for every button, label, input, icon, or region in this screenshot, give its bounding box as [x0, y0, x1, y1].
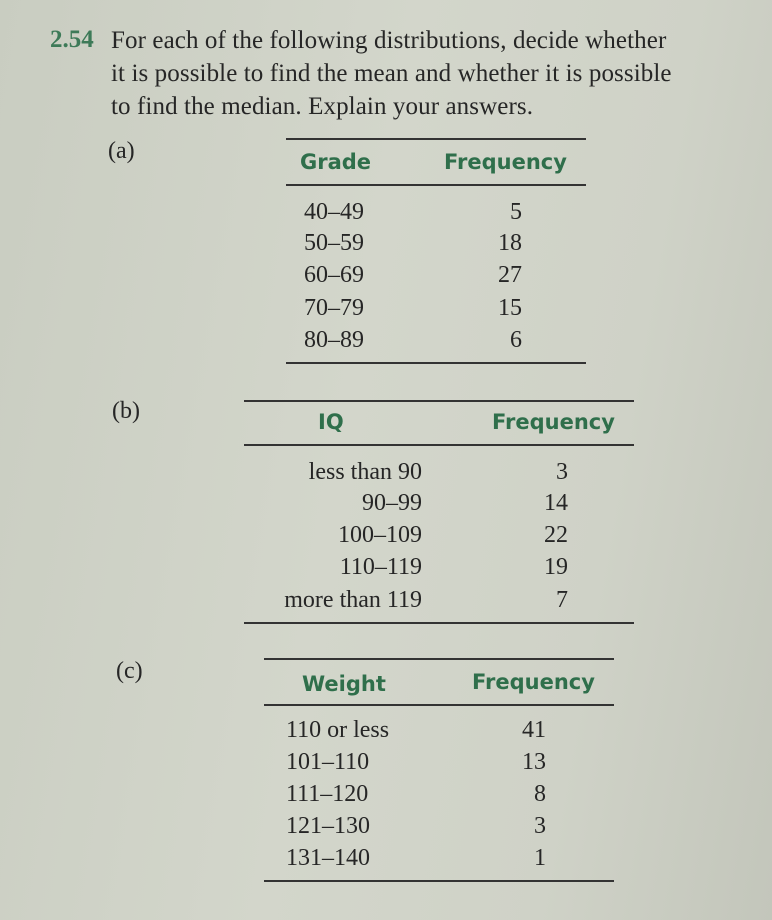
- table-row-cell: 13: [522, 749, 546, 775]
- table-row-cell: 22: [544, 522, 568, 548]
- table-row-cell: 6: [510, 327, 522, 353]
- table-row-cell: 90–99: [362, 490, 422, 516]
- problem-line: it is possible to find the mean and whether it is possible: [111, 60, 672, 87]
- problem-line: For each of the following distributions, decide whether: [111, 27, 667, 54]
- table-row-cell: 1: [534, 845, 546, 871]
- table-row-cell: 131–140: [286, 845, 370, 871]
- part-label-b: (b): [112, 398, 140, 424]
- table-row-cell: 70–79: [304, 295, 364, 321]
- table-c-header-frequency: Frequency: [472, 670, 595, 694]
- table-c-header-rule: [264, 704, 614, 706]
- part-label-a: (a): [108, 138, 135, 164]
- table-a-header-frequency: Frequency: [444, 150, 567, 174]
- table-row-cell: 60–69: [304, 262, 364, 288]
- table-row-cell: 121–130: [286, 813, 370, 839]
- table-row-cell: 3: [556, 459, 568, 485]
- table-row-cell: 100–109: [338, 522, 422, 548]
- table-row-cell: 18: [498, 230, 522, 256]
- table-a-bottom-rule: [286, 362, 586, 364]
- part-label-c: (c): [116, 658, 143, 684]
- table-row-cell: 8: [534, 781, 546, 807]
- table-row-cell: 41: [522, 717, 546, 743]
- table-row-cell: 3: [534, 813, 546, 839]
- table-b-top-rule: [244, 400, 634, 402]
- table-row-cell: 101–110: [286, 749, 370, 775]
- table-row-cell: 5: [510, 199, 522, 225]
- table-row-cell: 14: [544, 490, 568, 516]
- table-row-cell: less than 90: [308, 459, 422, 485]
- table-b-header-rule: [244, 444, 634, 446]
- table-b-header-frequency: Frequency: [492, 410, 615, 434]
- table-c-header-weight: Weight: [302, 672, 386, 696]
- table-row-cell: 110–119: [339, 554, 422, 580]
- table-row-cell: 19: [544, 554, 568, 580]
- table-row-cell: 111–120: [286, 781, 369, 807]
- table-a-header-rule: [286, 184, 586, 186]
- table-row-cell: 110 or less: [286, 717, 390, 743]
- problem-line: to find the median. Explain your answers.: [111, 93, 534, 120]
- table-row-cell: 27: [498, 262, 522, 288]
- table-row-cell: 7: [556, 587, 568, 613]
- table-row-cell: 15: [498, 295, 522, 321]
- table-b-bottom-rule: [244, 622, 634, 624]
- table-c-bottom-rule: [264, 880, 614, 882]
- table-b-header-iq: IQ: [318, 410, 344, 434]
- table-c-top-rule: [264, 658, 614, 660]
- table-row-cell: more than 119: [284, 587, 422, 613]
- problem-statement: [111, 24, 751, 123]
- table-row-cell: 40–49: [304, 199, 364, 225]
- table-row-cell: 80–89: [304, 327, 364, 353]
- problem-number: 2.54: [50, 26, 94, 53]
- table-row-cell: 50–59: [304, 230, 364, 256]
- table-a-top-rule: [286, 138, 586, 140]
- table-a-header-grade: Grade: [300, 150, 372, 174]
